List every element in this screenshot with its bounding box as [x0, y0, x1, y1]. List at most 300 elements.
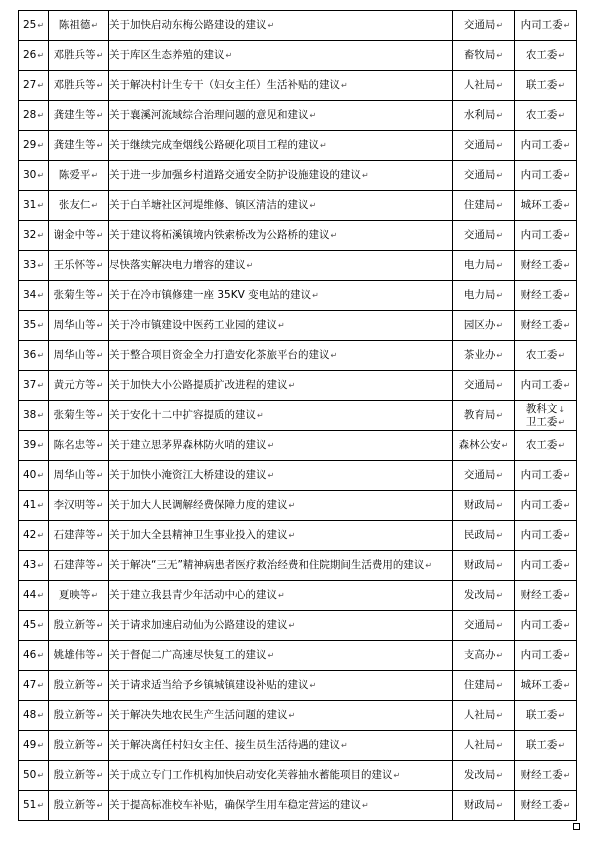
row-number-cell	[19, 611, 49, 641]
table-row	[19, 71, 577, 101]
cell-end-mark: ↵	[288, 711, 296, 720]
row-number-cell	[19, 701, 49, 731]
cell-end-mark: ↵	[558, 111, 566, 120]
supervising-committee-cell	[515, 641, 577, 671]
supervising-committee-cell	[515, 281, 577, 311]
handling-department-cell	[453, 641, 515, 671]
row-number-cell	[19, 761, 49, 791]
cell-end-mark: ↵	[91, 171, 99, 180]
table-row	[19, 101, 577, 131]
proposer-name: 殷立新等	[53, 769, 96, 781]
cell-end-mark: ↵	[341, 81, 348, 90]
row-number: 50	[22, 769, 37, 781]
cell-end-mark: ↵	[96, 561, 104, 570]
proposal-title-cell	[109, 671, 453, 701]
handling-department-cell	[453, 281, 515, 311]
proposal-title-cell	[109, 611, 453, 641]
cell-end-mark: ↵	[362, 801, 369, 810]
cell-end-mark: ↵	[496, 351, 504, 360]
proposal-title-cell	[109, 311, 453, 341]
handling-department-cell	[453, 161, 515, 191]
handling-department: 人社局	[463, 79, 496, 91]
row-number-cell	[19, 11, 49, 41]
proposer-name: 王乐怀等	[53, 259, 96, 271]
table-row	[19, 731, 577, 761]
proposer-name: 李汉明等	[53, 499, 96, 511]
proposer-name: 石建萍等	[53, 559, 96, 571]
cell-end-mark: ↵	[496, 771, 504, 780]
cell-end-mark: ↵	[96, 471, 104, 480]
cell-end-mark: ↵	[558, 51, 566, 60]
handling-department: 交通局	[463, 619, 496, 631]
table-row	[19, 251, 577, 281]
row-number: 34	[22, 289, 37, 301]
proposal-title-cell	[109, 371, 453, 401]
proposer-name: 陈爱平	[58, 169, 91, 181]
cell-end-mark: ↵	[496, 411, 504, 420]
cell-end-mark: ↵	[267, 471, 275, 480]
supervising-committee: 内司工委	[520, 379, 563, 391]
cell-end-mark: ↵	[37, 261, 45, 270]
proposal-title-cell	[109, 551, 453, 581]
cell-end-mark: ↵	[496, 741, 504, 750]
proposal-title: 关于建立我县青少年活动中心的建议	[109, 589, 277, 601]
table-end-marker	[573, 823, 580, 830]
proposer-name-cell	[49, 551, 109, 581]
row-number-cell	[19, 581, 49, 611]
proposer-name: 殷立新等	[53, 799, 96, 811]
row-number: 43	[22, 559, 37, 571]
cell-end-mark: ↵	[37, 111, 45, 120]
supervising-committee-cell	[515, 581, 577, 611]
handling-department: 住建局	[463, 679, 496, 691]
proposal-table	[18, 10, 577, 821]
cell-end-mark: ↵	[278, 591, 285, 600]
table-row	[19, 431, 577, 461]
row-number-cell	[19, 161, 49, 191]
supervising-committee-cell	[515, 41, 577, 71]
supervising-committee-cell	[515, 791, 577, 821]
proposal-title-cell	[109, 431, 453, 461]
cell-end-mark: ↵	[563, 321, 571, 330]
handling-department-cell	[453, 791, 515, 821]
row-number: 49	[22, 739, 37, 751]
cell-end-mark: ↵	[96, 531, 104, 540]
proposer-name-cell	[49, 581, 109, 611]
handling-department-cell	[453, 71, 515, 101]
supervising-committee-cell	[515, 161, 577, 191]
cell-end-mark: ↵	[37, 471, 45, 480]
row-number: 38	[22, 409, 37, 421]
supervising-committee: 内司工委	[520, 499, 563, 511]
cell-end-mark: ↵	[558, 351, 566, 360]
row-number-cell	[19, 521, 49, 551]
supervising-committee-cell	[515, 221, 577, 251]
supervising-committee-cell	[515, 341, 577, 371]
supervising-committee: 内司工委	[520, 229, 563, 241]
cell-end-mark: ↵	[37, 81, 45, 90]
supervising-committee: 农工委	[525, 49, 558, 61]
row-number: 31	[22, 199, 37, 211]
cell-end-mark: ↵	[563, 531, 571, 540]
cell-end-mark: ↵	[37, 321, 45, 330]
handling-department-cell	[453, 701, 515, 731]
cell-end-mark: ↵	[96, 801, 104, 810]
cell-end-mark: ↵	[37, 201, 45, 210]
proposal-title: 关于冷市镇建设中医药工业园的建议	[109, 319, 277, 331]
supervising-committee-cell	[515, 611, 577, 641]
table-row	[19, 641, 577, 671]
cell-end-mark: ↵	[288, 501, 296, 510]
row-number-cell	[19, 341, 49, 371]
cell-end-mark: ↵	[563, 591, 571, 600]
cell-end-mark: ↵	[496, 171, 504, 180]
proposal-title-cell	[109, 101, 453, 131]
cell-end-mark: ↵	[496, 801, 504, 810]
supervising-committee: 财经工委	[520, 769, 563, 781]
supervising-committee: 财经工委	[520, 319, 563, 331]
supervising-committee: 联工委	[525, 739, 558, 751]
cell-end-mark: ↵	[91, 21, 99, 30]
row-number-cell	[19, 191, 49, 221]
proposer-name: 石建萍等	[53, 529, 96, 541]
cell-end-mark: ↵	[496, 561, 504, 570]
cell-end-mark: ↵	[37, 51, 45, 60]
table-row	[19, 131, 577, 161]
proposal-title: 关于建议将柘溪镇境内铁索桥改为公路桥的建议	[109, 229, 330, 241]
proposer-name-cell	[49, 131, 109, 161]
proposer-name: 周华山等	[53, 469, 96, 481]
proposal-title-cell	[109, 221, 453, 251]
handling-department: 支高办	[463, 649, 496, 661]
cell-end-mark: ↵	[37, 501, 45, 510]
proposal-table-body	[19, 11, 577, 821]
cell-end-mark: ↵	[225, 51, 233, 60]
proposal-title: 关于解决离任村妇女主任、接生员生活待遇的建议	[109, 739, 340, 751]
cell-end-mark: ↵	[563, 771, 571, 780]
table-row	[19, 11, 577, 41]
row-number-cell	[19, 401, 49, 431]
handling-department-cell	[453, 131, 515, 161]
handling-department: 电力局	[463, 289, 496, 301]
proposer-name-cell	[49, 221, 109, 251]
supervising-committee-cell	[515, 701, 577, 731]
proposal-title: 关于解决失地农民生产生活问题的建议	[109, 709, 288, 721]
cell-end-mark: ↵	[496, 591, 504, 600]
row-number-cell	[19, 671, 49, 701]
supervising-committee: 内司工委	[520, 529, 563, 541]
cell-end-mark: ↵	[257, 411, 264, 420]
proposal-title-cell	[109, 161, 453, 191]
handling-department: 园区办	[463, 319, 496, 331]
cell-end-mark: ↵	[37, 561, 45, 570]
handling-department: 民政局	[463, 529, 496, 541]
table-row	[19, 551, 577, 581]
proposal-title: 关于成立专门工作机构加快启动安化芙蓉抽水蓄能项目的建议	[109, 769, 393, 781]
cell-end-mark: ↵	[37, 531, 45, 540]
handling-department: 森林公安	[458, 439, 501, 451]
cell-end-mark: ↵	[563, 381, 571, 390]
proposal-title: 关于库区生态养殖的建议	[109, 49, 225, 61]
supervising-committee-cell	[515, 401, 577, 431]
table-row	[19, 671, 577, 701]
cell-end-mark: ↵	[362, 171, 369, 180]
proposer-name: 周华山等	[53, 349, 96, 361]
cell-end-mark: ↵	[96, 711, 104, 720]
proposer-name: 张友仁	[58, 199, 91, 211]
cell-end-mark: ↵	[496, 291, 504, 300]
table-row	[19, 41, 577, 71]
supervising-committee: 内司工委	[520, 139, 563, 151]
cell-end-mark: ↵	[37, 801, 45, 810]
proposer-name-cell	[49, 761, 109, 791]
proposer-name: 殷立新等	[53, 679, 96, 691]
supervising-committee: 城环工委	[520, 679, 563, 691]
table-row	[19, 761, 577, 791]
handling-department: 畜牧局	[463, 49, 496, 61]
table-row	[19, 281, 577, 311]
handling-department-cell	[453, 581, 515, 611]
cell-end-mark: ↵	[563, 141, 571, 150]
proposal-title: 关于解决“三无”精神病患者医疗救治经费和住院期间生活费用的建议	[109, 559, 425, 571]
proposer-name: 谢金中等	[53, 229, 96, 241]
row-number: 28	[22, 109, 37, 121]
cell-end-mark: ↵	[37, 141, 45, 150]
cell-end-mark: ↵	[330, 231, 338, 240]
row-number: 26	[22, 49, 37, 61]
table-row	[19, 161, 577, 191]
row-number: 44	[22, 589, 37, 601]
handling-department: 电力局	[463, 259, 496, 271]
proposal-title: 关于襄溪河流域综合治理问题的意见和建议	[109, 109, 309, 121]
row-number-cell	[19, 101, 49, 131]
proposer-name: 张菊生等	[53, 289, 96, 301]
supervising-committee: 内司工委	[520, 649, 563, 661]
proposer-name-cell	[49, 71, 109, 101]
cell-end-mark: ↵	[37, 171, 45, 180]
proposal-title: 关于请求加速启动仙为公路建设的建议	[109, 619, 288, 631]
supervising-committee-cell	[515, 191, 577, 221]
supervising-committee-cell	[515, 431, 577, 461]
cell-end-mark: ↵	[96, 771, 104, 780]
handling-department: 交通局	[463, 19, 496, 31]
proposal-title: 关于提高标准校车补贴，确保学生用车稳定营运的建议	[109, 799, 361, 811]
supervising-committee: 农工委	[525, 439, 558, 451]
supervising-committee: 内司工委	[520, 559, 563, 571]
row-number-cell	[19, 491, 49, 521]
proposer-name-cell	[49, 371, 109, 401]
row-number: 30	[22, 169, 37, 181]
handling-department-cell	[453, 431, 515, 461]
cell-end-mark: ↵	[558, 711, 566, 720]
proposer-name-cell	[49, 641, 109, 671]
proposer-name-cell	[49, 521, 109, 551]
row-number: 42	[22, 529, 37, 541]
cell-end-mark: ↵	[496, 261, 504, 270]
cell-end-mark: ↵	[37, 621, 45, 630]
row-number: 29	[22, 139, 37, 151]
cell-end-mark: ↵	[496, 141, 504, 150]
supervising-committee: 内司工委	[520, 19, 563, 31]
proposer-name-cell	[49, 251, 109, 281]
proposer-name-cell	[49, 791, 109, 821]
cell-end-mark: ↵	[496, 111, 504, 120]
proposal-title: 关于在冷市镇修建一座 35KV 变电站的建议	[109, 289, 312, 301]
cell-end-mark: ↵	[558, 441, 566, 450]
table-row	[19, 791, 577, 821]
cell-end-mark: ↵	[496, 621, 504, 630]
proposal-title-cell	[109, 731, 453, 761]
proposer-name: 夏映等	[58, 589, 91, 601]
proposal-title-cell	[109, 701, 453, 731]
proposer-name-cell	[49, 311, 109, 341]
cell-end-mark: ↵	[246, 261, 254, 270]
supervising-committee: 财经工委	[520, 799, 563, 811]
cell-end-mark: ↵	[96, 141, 104, 150]
cell-end-mark: ↵	[309, 111, 317, 120]
proposer-name: 邓胜兵等	[53, 49, 96, 61]
supervising-committee-cell	[515, 551, 577, 581]
supervising-committee-line2: 卫工委	[525, 415, 558, 428]
cell-end-mark: ↵	[37, 291, 45, 300]
row-number-cell	[19, 431, 49, 461]
proposer-name: 姚雄伟等	[53, 649, 96, 661]
cell-end-mark: ↵	[267, 651, 275, 660]
proposal-title-cell	[109, 461, 453, 491]
table-row	[19, 341, 577, 371]
proposal-title-cell	[109, 191, 453, 221]
proposer-name-cell	[49, 191, 109, 221]
cell-end-mark: ↵	[563, 681, 571, 690]
proposal-title-cell	[109, 281, 453, 311]
handling-department-cell	[453, 251, 515, 281]
row-number: 36	[22, 349, 37, 361]
proposal-title-cell	[109, 581, 453, 611]
cell-end-mark: ↵	[309, 201, 317, 210]
proposal-title-cell	[109, 11, 453, 41]
supervising-committee: 财经工委	[520, 259, 563, 271]
handling-department: 人社局	[463, 709, 496, 721]
cell-end-mark: ↵	[496, 501, 504, 510]
cell-end-mark: ↵	[37, 711, 45, 720]
cell-end-mark: ↵	[267, 441, 275, 450]
cell-end-mark: ↵	[309, 681, 317, 690]
cell-end-mark: ↵	[37, 21, 45, 30]
cell-end-mark: ↵	[563, 21, 571, 30]
proposal-title: 关于加大全县精神卫生事业投入的建议	[109, 529, 288, 541]
handling-department: 发改局	[463, 589, 496, 601]
row-number: 33	[22, 259, 37, 271]
table-row	[19, 491, 577, 521]
handling-department: 发改局	[463, 769, 496, 781]
cell-end-mark: ↵	[96, 741, 104, 750]
row-number: 25	[22, 19, 37, 31]
handling-department-cell	[453, 311, 515, 341]
handling-department-cell	[453, 191, 515, 221]
cell-end-mark: ↵	[91, 201, 99, 210]
cell-end-mark: ↵	[496, 651, 504, 660]
cell-end-mark: ↵	[312, 291, 319, 300]
row-number: 48	[22, 709, 37, 721]
proposer-name-cell	[49, 461, 109, 491]
supervising-committee-cell	[515, 371, 577, 401]
handling-department: 交通局	[463, 469, 496, 481]
supervising-committee-cell	[515, 461, 577, 491]
cell-end-mark: ↵	[288, 621, 296, 630]
handling-department: 水利局	[463, 109, 496, 121]
row-number: 51	[22, 799, 37, 811]
proposer-name-cell	[49, 11, 109, 41]
proposer-name-cell	[49, 401, 109, 431]
proposer-name-cell	[49, 101, 109, 131]
row-number: 41	[22, 499, 37, 511]
cell-end-mark: ↵	[496, 201, 504, 210]
table-row	[19, 611, 577, 641]
table-row	[19, 461, 577, 491]
row-number-cell	[19, 131, 49, 161]
cell-end-mark: ↵	[37, 231, 45, 240]
proposal-title: 关于加大人民调解经费保障力度的建议	[109, 499, 288, 511]
cell-end-mark: ↵	[496, 21, 504, 30]
handling-department: 财政局	[463, 499, 496, 511]
cell-end-mark: ↵	[563, 171, 571, 180]
supervising-committee-cell	[515, 311, 577, 341]
row-number: 45	[22, 619, 37, 631]
handling-department: 交通局	[463, 379, 496, 391]
supervising-committee-cell	[515, 731, 577, 761]
proposal-title-cell	[109, 71, 453, 101]
supervising-committee: 农工委	[525, 109, 558, 121]
handling-department-cell	[453, 491, 515, 521]
supervising-committee: 联工委	[525, 709, 558, 721]
cell-end-mark: ↵	[96, 441, 104, 450]
proposer-name: 陈名忠等	[53, 439, 96, 451]
cell-end-mark: ↵	[288, 531, 296, 540]
handling-department-cell	[453, 761, 515, 791]
cell-end-mark: ↵	[37, 411, 45, 420]
cell-end-mark: ↵	[96, 381, 104, 390]
cell-end-mark: ↵	[37, 591, 45, 600]
table-row	[19, 701, 577, 731]
cell-end-mark: ↵	[96, 111, 104, 120]
proposer-name-cell	[49, 281, 109, 311]
cell-end-mark: ↵	[96, 321, 104, 330]
handling-department-cell	[453, 101, 515, 131]
proposal-title-cell	[109, 641, 453, 671]
cell-end-mark: ↵	[563, 291, 571, 300]
supervising-committee: 内司工委	[520, 469, 563, 481]
cell-end-mark: ↵	[563, 261, 571, 270]
supervising-committee: 教科文	[525, 402, 558, 415]
supervising-committee-cell	[515, 761, 577, 791]
proposer-name: 黄元方等	[53, 379, 96, 391]
proposer-name: 邓胜兵等	[53, 79, 96, 91]
handling-department: 茶业办	[463, 349, 496, 361]
supervising-committee: 城环工委	[520, 199, 563, 211]
handling-department-cell	[453, 461, 515, 491]
proposer-name-cell	[49, 701, 109, 731]
cell-end-mark: ↵	[496, 51, 504, 60]
supervising-committee-cell	[515, 11, 577, 41]
handling-department: 交通局	[463, 139, 496, 151]
cell-end-mark: ↵	[96, 291, 104, 300]
supervising-committee: 联工委	[525, 79, 558, 91]
cell-end-mark: ↵	[96, 501, 104, 510]
proposal-title: 关于加快小淹资江大桥建设的建议	[109, 469, 267, 481]
table-row	[19, 581, 577, 611]
cell-end-mark: ↵	[288, 381, 296, 390]
proposer-name-cell	[49, 431, 109, 461]
